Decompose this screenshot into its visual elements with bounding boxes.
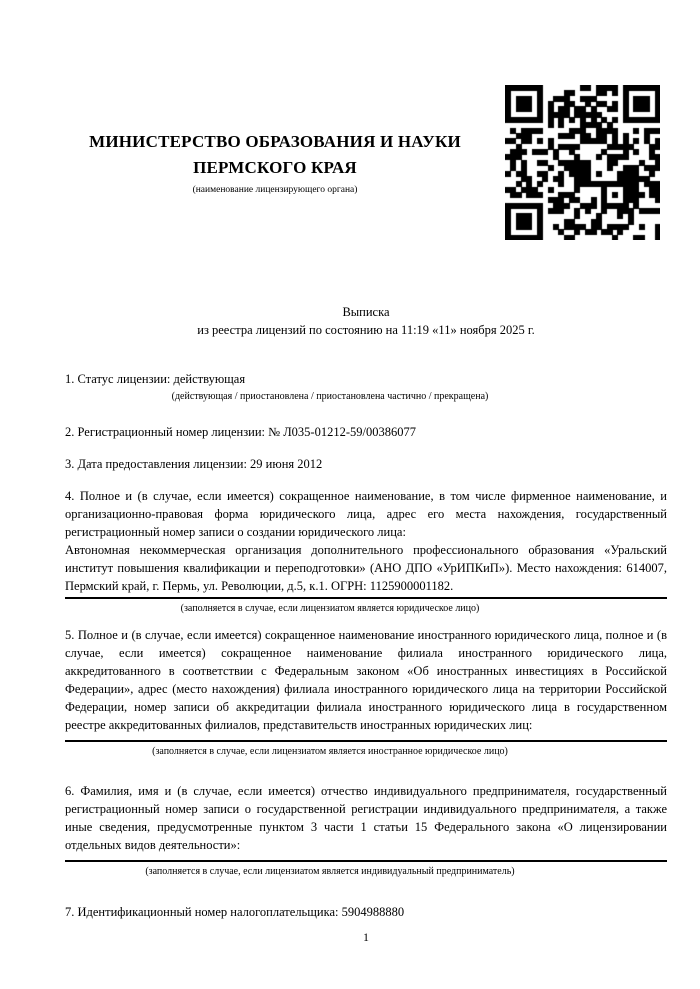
license-status-caption: (действующая / приостановлена / приостановлена частично / прекращена) xyxy=(171,391,489,402)
item-individual-entrepreneur xyxy=(65,782,667,878)
fill-line xyxy=(65,860,667,862)
item-taxpayer-number xyxy=(65,903,667,921)
legal-entity-value: Автономная некоммерческая организация дополнительного профессионального образования «Уральский институт повышения квалификации и переподготовки» (АНО ДПО «УрИПКиП»). Место нахождения: 614007, Пермский край, г. Пермь, ул. Революции, д.5, к.1. ОГРН: 1125900001182. xyxy=(65,543,667,593)
legal-entity-clause-text: 4. Полное и (в случае, если имеется) сокращенное наименование, в том числе фирменное наименование, и организационно-правовая форма юридического лица, адрес его места нахождения, государственный регистрационный номер записи о создании юридического лица: xyxy=(65,489,667,539)
document-title xyxy=(65,303,667,339)
foreign-entity-clause-text: 5. Полное и (в случае, если имеется) сокращенное наименование иностранного юридического лица, полное и (в случае, если имеется) сокращенное наименование филиала иностранного юридического лица, аккредитованного в соответствии с Федеральным законом «Об иностранных инвестициях в Российской Федерации», адрес (место нахождения) филиала иностранного юридического лица на территории Российской Федерации, номер записи об аккредитации филиала иностранного юридического лица в государственном реестре аккредитованных филиалов, представительств иностранных юридических лиц: xyxy=(65,628,667,732)
item-grant-date xyxy=(65,455,667,473)
license-status-text: 1. Статус лицензии: действующая xyxy=(65,372,246,386)
registration-number-text: 2. Регистрационный номер лицензии: № Л035-01212-59/00386077 xyxy=(65,425,416,439)
legal-entity-caption: (заполняется в случае, если лицензиатом является юридическое лицо) xyxy=(180,603,480,614)
document-body xyxy=(65,370,667,921)
fill-line xyxy=(65,740,667,742)
ministry-name xyxy=(65,129,485,181)
page-number: 1 xyxy=(363,930,369,944)
fill-line xyxy=(65,597,667,599)
item-foreign-entity xyxy=(65,626,667,758)
qr-code-icon xyxy=(505,85,660,240)
individual-entrepreneur-caption: (заполняется в случае, если лицензиатом является индивидуальный предприниматель) xyxy=(145,866,515,877)
document-title-line1: Выписка xyxy=(342,305,390,319)
item-legal-entity xyxy=(65,487,667,615)
ministry-name-line2: ПЕРМСКОГО КРАЯ xyxy=(193,158,357,177)
foreign-entity-caption: (заполняется в случае, если лицензиатом является иностранное юридическое лицо) xyxy=(152,746,508,757)
grant-date-text: 3. Дата предоставления лицензии: 29 июня 2012 xyxy=(65,457,323,471)
document-title-line2: из реестра лицензий по состоянию на 11:19 «11» ноября 2025 г. xyxy=(197,323,535,337)
taxpayer-number-text: 7. Идентификационный номер налогоплательщика: 5904988880 xyxy=(65,905,405,919)
licensing-authority-header xyxy=(65,129,485,196)
item-license-status xyxy=(65,370,667,403)
ministry-caption: (наименование лицензирующего органа) xyxy=(192,185,358,195)
ministry-name-line1: МИНИСТЕРСТВО ОБРАЗОВАНИЯ И НАУКИ xyxy=(89,132,461,151)
individual-entrepreneur-clause-text: 6. Фамилия, имя и (в случае, если имеется) отчество индивидуального предпринимателя, государственный регистрационный номер записи о государственной регистрации индивидуального предпринимателя, а также иные сведения, предусмотренные пунктом 3 части 1 статьи 15 Федерального закона «О лицензировании отдельных видов деятельности»: xyxy=(65,784,667,852)
item-registration-number xyxy=(65,423,667,441)
